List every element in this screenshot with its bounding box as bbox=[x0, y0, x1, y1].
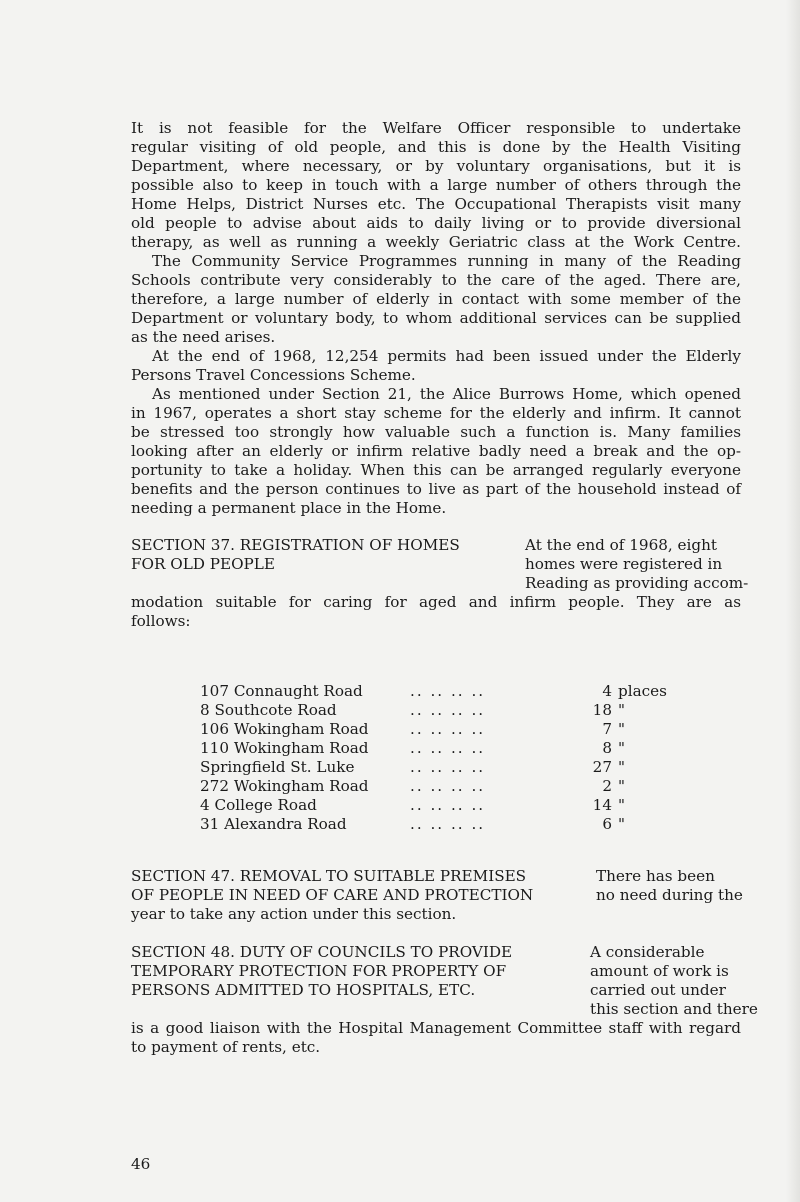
table-row bbox=[200, 796, 625, 815]
home-address: 31 Alexandra Road bbox=[200, 815, 347, 833]
text-line: regular visiting of old people, and this is done by the Health Visiting bbox=[131, 138, 741, 156]
text-line: Department, where necessary, or by voluntary organisations, but it is bbox=[131, 157, 741, 175]
text-line: possible also to keep in touch with a large number of others through the bbox=[131, 176, 741, 194]
section-47-side-text: There has been bbox=[596, 867, 715, 885]
section-48-heading: TEMPORARY PROTECTION FOR PROPERTY OF bbox=[131, 962, 507, 980]
table-row bbox=[200, 777, 625, 796]
section-37-side-text: Reading as providing accom- bbox=[525, 574, 749, 592]
text-line: old people to advise about aids to daily living or to provide diversional bbox=[131, 214, 741, 232]
text-line: Department or voluntary body, to whom additional services can be supplied bbox=[131, 309, 741, 327]
section-48-side-text: amount of work is bbox=[590, 962, 729, 980]
home-places: 6 bbox=[602, 815, 612, 833]
section-47-heading: OF PEOPLE IN NEED OF CARE AND PROTECTION bbox=[131, 886, 534, 904]
section-48-side-text: carried out under bbox=[590, 981, 726, 999]
text-line: be stressed too strongly how valuable such a function is. Many families bbox=[131, 423, 741, 441]
text-line: therefore, a large number of elderly in contact with some member of the bbox=[131, 290, 741, 308]
home-address: 4 College Road bbox=[200, 796, 317, 814]
home-address: 107 Connaught Road bbox=[200, 682, 363, 700]
text-line: needing a permanent place in the Home. bbox=[131, 499, 447, 517]
ditto-mark: " bbox=[618, 701, 625, 719]
leader-dots: .. .. .. .. bbox=[410, 796, 486, 814]
ditto-mark: " bbox=[618, 758, 625, 776]
section-48-heading: PERSONS ADMITTED TO HOSPITALS, ETC. bbox=[131, 981, 476, 999]
section-47-side-text: no need during the bbox=[596, 886, 743, 904]
section-37-side-text: homes were registered in bbox=[525, 555, 723, 573]
text-line: looking after an elderly or infirm relative badly need a break and the op- bbox=[131, 442, 741, 460]
home-places: 2 bbox=[602, 777, 612, 795]
text-line: to payment of rents, etc. bbox=[131, 1038, 321, 1056]
text-line: The Community Service Programmes running in many of the Reading bbox=[152, 252, 741, 270]
page-number: 46 bbox=[131, 1155, 151, 1173]
text-line: Persons Travel Concessions Scheme. bbox=[131, 366, 416, 384]
home-address: 106 Wokingham Road bbox=[200, 720, 369, 738]
section-48-heading: SECTION 48. DUTY OF COUNCILS TO PROVIDE bbox=[131, 943, 513, 961]
home-address: 8 Southcote Road bbox=[200, 701, 337, 719]
section-48-side-text: A considerable bbox=[590, 943, 705, 961]
text-line: Schools contribute very considerably to the care of the aged. There are, bbox=[131, 271, 741, 289]
leader-dots: .. .. .. .. bbox=[410, 739, 486, 757]
leader-dots: .. .. .. .. bbox=[410, 815, 486, 833]
text-line: modation suitable for caring for aged and infirm people. They are as bbox=[131, 593, 741, 611]
text-line: year to take any action under this section. bbox=[131, 905, 457, 923]
home-places: 27 bbox=[592, 758, 612, 776]
text-line: follows: bbox=[131, 612, 191, 630]
ditto-mark: " bbox=[618, 777, 625, 795]
section-37-heading: FOR OLD PEOPLE bbox=[131, 555, 275, 573]
home-places: 7 bbox=[602, 720, 612, 738]
table-row bbox=[200, 682, 667, 701]
text-line: is a good liaison with the Hospital Management Committee staff with regard bbox=[131, 1019, 741, 1037]
leader-dots: .. .. .. .. bbox=[410, 758, 486, 776]
text-line: as the need arises. bbox=[131, 328, 276, 346]
home-address: 110 Wokingham Road bbox=[200, 739, 369, 757]
table-row bbox=[200, 739, 625, 758]
section-37-side-text: At the end of 1968, eight bbox=[525, 536, 718, 554]
homes-table bbox=[200, 682, 667, 834]
places-unit: places bbox=[618, 682, 667, 700]
home-places: 4 bbox=[602, 682, 612, 700]
leader-dots: .. .. .. .. bbox=[410, 701, 486, 719]
leader-dots: .. .. .. .. bbox=[410, 777, 486, 795]
table-row bbox=[200, 720, 625, 739]
text-line: therapy, as well as running a weekly Geriatric class at the Work Centre. bbox=[131, 233, 741, 251]
text-line: benefits and the person continues to live as part of the household instead of bbox=[131, 480, 741, 498]
section-37-heading: SECTION 37. REGISTRATION OF HOMES bbox=[131, 536, 460, 554]
text-line: portunity to take a holiday. When this can be arranged regularly everyone bbox=[131, 461, 741, 479]
text-line: It is not feasible for the Welfare Officer responsible to undertake bbox=[131, 119, 741, 137]
page-edge-shadow bbox=[786, 0, 800, 1202]
home-places: 14 bbox=[592, 796, 612, 814]
text-line: As mentioned under Section 21, the Alice Burrows Home, which opened bbox=[152, 385, 741, 403]
leader-dots: .. .. .. .. bbox=[410, 682, 486, 700]
home-places: 18 bbox=[592, 701, 612, 719]
ditto-mark: " bbox=[618, 796, 625, 814]
text-line: in 1967, operates a short stay scheme for the elderly and infirm. It cannot bbox=[131, 404, 741, 422]
section-47-heading: SECTION 47. REMOVAL TO SUITABLE PREMISES bbox=[131, 867, 527, 885]
home-address: 272 Wokingham Road bbox=[200, 777, 369, 795]
ditto-mark: " bbox=[618, 815, 625, 833]
ditto-mark: " bbox=[618, 720, 625, 738]
table-row bbox=[200, 815, 625, 834]
home-places: 8 bbox=[602, 739, 612, 757]
text-line: Home Helps, District Nurses etc. The Occupational Therapists visit many bbox=[131, 195, 741, 213]
leader-dots: .. .. .. .. bbox=[410, 720, 486, 738]
home-address: Springfield St. Luke bbox=[200, 758, 355, 776]
section-48-side-text: this section and there bbox=[590, 1000, 758, 1018]
ditto-mark: " bbox=[618, 739, 625, 757]
text-line: At the end of 1968, 12,254 permits had been issued under the Elderly bbox=[152, 347, 741, 365]
table-row bbox=[200, 701, 625, 720]
table-row bbox=[200, 758, 625, 777]
